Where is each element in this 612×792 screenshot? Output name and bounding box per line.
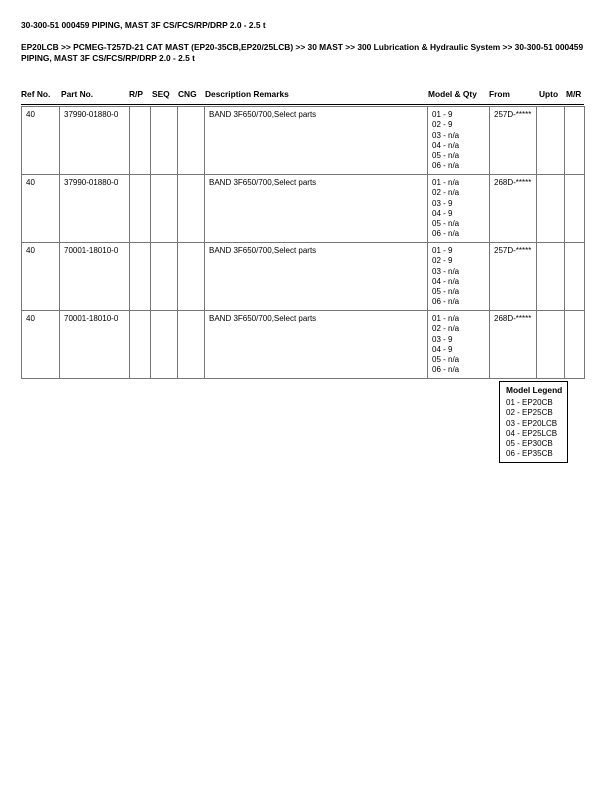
from-cell: 268D-***** (490, 175, 537, 243)
part-no-cell: 70001-18010-0 (60, 311, 130, 379)
cng-cell (178, 311, 205, 379)
model-qty-line: 05 - n/a (432, 219, 460, 229)
header-upto: Upto (539, 89, 559, 99)
model-qty-line: 02 - 9 (432, 256, 453, 266)
model-qty-line: 06 - n/a (432, 229, 460, 239)
model-qty-line: 03 - n/a (432, 266, 460, 276)
table-row (22, 311, 585, 379)
model-qty-line: 02 - n/a (432, 188, 460, 198)
table-header (0, 89, 612, 101)
model-qty-line: 05 - n/a (432, 355, 460, 365)
header-seq: SEQ (152, 89, 170, 99)
legend-item: 01 - EP20CB (506, 398, 553, 407)
header-model-qty: Model & Qty (428, 89, 477, 99)
rp-cell (130, 107, 151, 175)
model-qty-line: 03 - 9 (432, 198, 453, 208)
model-qty-line: 01 - n/a (432, 178, 460, 187)
seq-cell (151, 107, 178, 175)
model-qty-line: 04 - n/a (432, 276, 460, 286)
upto-cell (537, 175, 565, 243)
header-cng: CNG (178, 89, 197, 99)
upto-cell (537, 107, 565, 175)
from-cell: 268D-***** (490, 311, 537, 379)
header-mr: M/R (566, 89, 582, 99)
header-from: From (489, 89, 510, 99)
legend-item: 04 - EP25LCB (506, 428, 558, 438)
legend-item: 05 - EP30CB (506, 439, 553, 449)
cng-cell (178, 243, 205, 311)
mr-cell (565, 311, 585, 379)
upto-cell (537, 311, 565, 379)
model-qty-line: 01 - 9 (432, 110, 453, 119)
ref-no-cell: 40 (22, 175, 60, 243)
model-qty-cell (428, 311, 490, 379)
description-cell: BAND 3F650/700,Select parts (205, 175, 428, 243)
table-row (22, 175, 585, 243)
header-description: Description Remarks (205, 89, 289, 99)
header-ref-no: Ref No. (21, 89, 51, 99)
model-qty-cell (428, 107, 490, 175)
legend-item: 02 - EP25CB (506, 408, 553, 418)
description-cell: BAND 3F650/700,Select parts (205, 107, 428, 175)
legend-title: Model Legend (506, 385, 563, 395)
upto-cell (537, 243, 565, 311)
model-qty-line: 02 - n/a (432, 324, 460, 334)
legend-items (506, 398, 563, 460)
parts-table (21, 106, 585, 379)
part-no-cell: 37990-01880-0 (60, 107, 130, 175)
mr-cell (565, 175, 585, 243)
legend-item: 03 - EP20LCB (506, 418, 558, 428)
model-qty-cell (428, 243, 490, 311)
ref-no-cell: 40 (22, 311, 60, 379)
rp-cell (130, 311, 151, 379)
description-cell: BAND 3F650/700,Select parts (205, 311, 428, 379)
part-no-cell: 70001-18010-0 (60, 243, 130, 311)
ref-no-cell: 40 (22, 107, 60, 175)
model-qty-line: 01 - n/a (432, 314, 460, 323)
model-qty-line: 03 - 9 (432, 334, 453, 344)
header-divider (21, 104, 584, 105)
seq-cell (151, 175, 178, 243)
header-part-no: Part No. (61, 89, 94, 99)
model-qty-cell (428, 175, 490, 243)
cng-cell (178, 107, 205, 175)
header-rp: R/P (129, 89, 143, 99)
breadcrumb: EP20LCB >> PCMEG-T257D-21 CAT MAST (EP20-35CB,EP20/25LCB) >> 30 MAST >> 300 Lubrication & Hydraulic System >> 30-300-51 000459 PIPING, MAST 3F CS/FCS/RP/DRP 2.0 - 2.5 t (21, 42, 584, 63)
table-row (22, 107, 585, 175)
model-qty-line: 05 - n/a (432, 151, 460, 161)
model-qty-line: 05 - n/a (432, 287, 460, 297)
seq-cell (151, 311, 178, 379)
ref-no-cell: 40 (22, 243, 60, 311)
model-qty-line: 06 - n/a (432, 365, 460, 375)
page-title: 30-300-51 000459 PIPING, MAST 3F CS/FCS/RP/DRP 2.0 - 2.5 t (21, 20, 266, 30)
model-qty-line: 04 - n/a (432, 140, 460, 150)
model-qty-line: 06 - n/a (432, 297, 460, 307)
model-qty-line: 04 - 9 (432, 208, 453, 218)
table-row (22, 243, 585, 311)
model-qty-line: 04 - 9 (432, 344, 453, 354)
model-legend (499, 381, 568, 463)
model-qty-line: 06 - n/a (432, 161, 460, 171)
model-qty-line: 02 - 9 (432, 120, 453, 130)
from-cell: 257D-***** (490, 243, 537, 311)
cng-cell (178, 175, 205, 243)
legend-item: 06 - EP35CB (506, 449, 553, 459)
from-cell: 257D-***** (490, 107, 537, 175)
model-qty-line: 01 - 9 (432, 246, 453, 255)
rp-cell (130, 243, 151, 311)
seq-cell (151, 243, 178, 311)
description-cell: BAND 3F650/700,Select parts (205, 243, 428, 311)
mr-cell (565, 107, 585, 175)
part-no-cell: 37990-01880-0 (60, 175, 130, 243)
model-qty-line: 03 - n/a (432, 130, 460, 140)
rp-cell (130, 175, 151, 243)
mr-cell (565, 243, 585, 311)
